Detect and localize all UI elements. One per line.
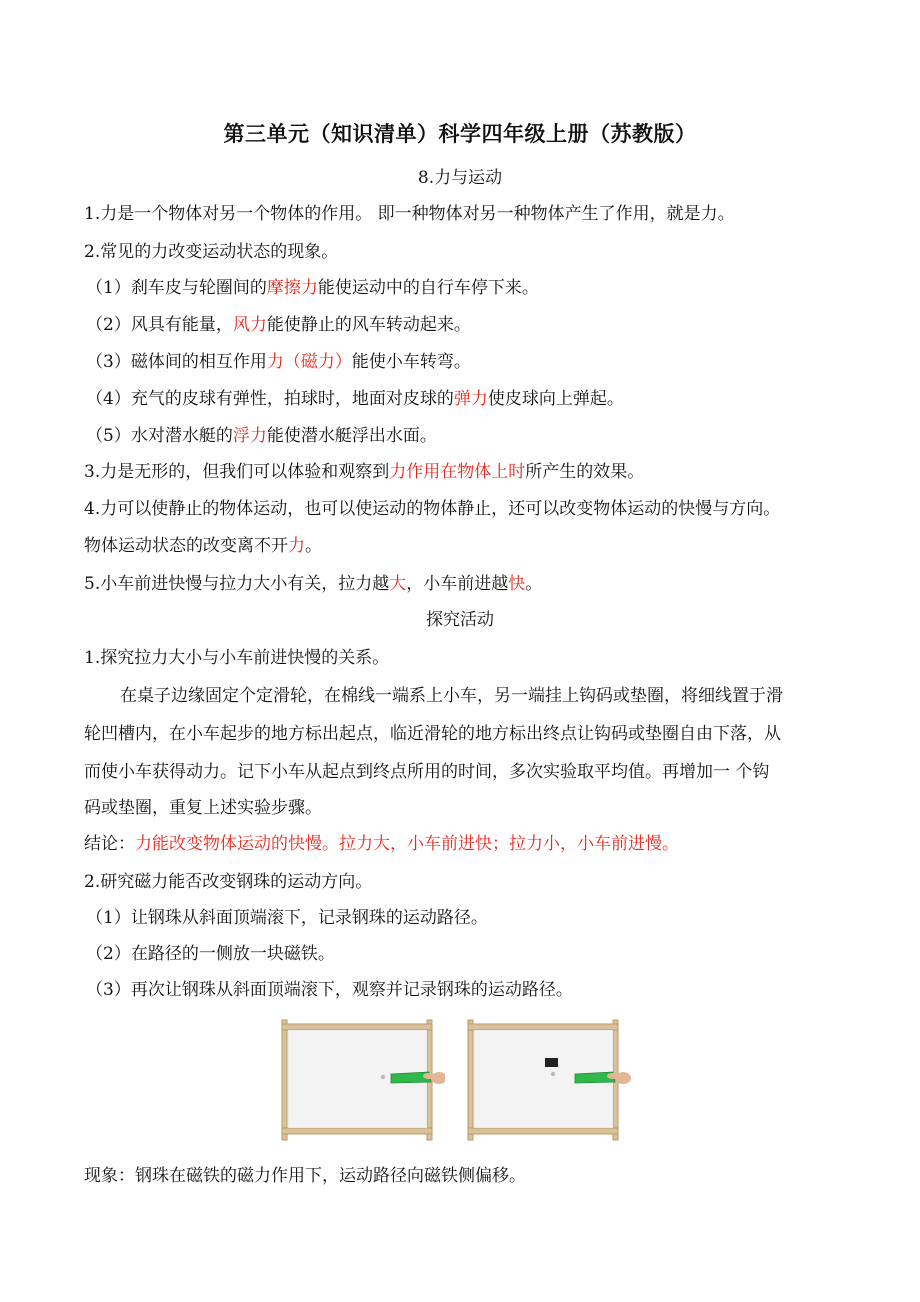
point-5-text: 5.小车前进快慢与拉力大小有关，拉力越 [84, 574, 390, 594]
example-3-text: （3）磁体间的相互作用 [86, 352, 267, 372]
experiment-2-step-2: （2）在路径的一侧放一块磁铁。 [86, 944, 335, 964]
example-1-rest: 能使运动中的自行车停下来。 [317, 278, 539, 298]
example-4-text: （4）充气的皮球有弹性，拍球时，地面对皮球的 [86, 389, 454, 409]
example-3 [86, 350, 846, 374]
experiment-1-line-1: 在桌子边缘固定个定滑轮，在棉线一端系上小车，另一端挂上钩码或垫圈，将细线置于滑 [120, 686, 783, 706]
experiment-1-line-2: 轮凹槽内，在小车起步的地方标出起点，临近滑轮的地方标出终点让钩码或垫圈自由下落，从 [84, 724, 781, 744]
experiment-2-title: 2.研究磁力能否改变钢珠的运动方向。 [84, 872, 373, 892]
point-2: 2.常见的力改变运动状态的现象。 [84, 242, 339, 262]
point-4-highlight: 力 [288, 536, 305, 556]
point-5-highlight-1: 大 [389, 574, 407, 594]
example-2-rest: 能使静止的风车转动起来。 [266, 315, 471, 335]
point-5-highlight-2: 快 [508, 574, 526, 594]
point-3-highlight: 力作用在物体上时 [389, 462, 526, 482]
point-1: 1.力是一个物体对另一个物体的作用。 即一种物体对另一种物体产生了作用，就是力。 [84, 204, 735, 224]
point-5-mid: ，小车前进越 [406, 574, 509, 594]
section-heading-activities: 探究活动 [426, 610, 494, 630]
example-2-text: （2）风具有能量， [86, 315, 233, 335]
point-3-rest: 所产生的效果。 [525, 462, 645, 482]
photo-without-magnet [279, 1018, 445, 1142]
example-5 [86, 424, 846, 448]
point-4-line-2 [84, 534, 844, 558]
example-2 [86, 313, 846, 337]
conclusion-text: 力能改变物体运动的快慢。拉力大，小车前进快；拉力小，小车前进慢。 [135, 834, 679, 854]
example-3-rest: 能使小车转弯。 [351, 352, 471, 372]
example-5-highlight: 浮力 [232, 426, 267, 446]
phenomenon: 现象：钢珠在磁铁的磁力作用下，运动路径向磁铁侧偏移。 [84, 1166, 526, 1186]
point-5 [84, 572, 844, 596]
experiment-photos [279, 1018, 643, 1142]
conclusion-label: 结论： [84, 834, 135, 854]
experiment-1-line-4: 码或垫圈，重复上述实验步骤。 [84, 798, 322, 818]
section-heading-force-motion: 8.力与运动 [417, 168, 503, 188]
point-5-end: 。 [525, 574, 543, 594]
point-4-text: 物体运动状态的改变离不开 [84, 536, 288, 556]
example-5-text: （5）水对潜水艇的 [86, 426, 233, 446]
conclusion [84, 832, 844, 856]
experiment-1-line-3: 而使小车获得动力。记下小车从起点到终点所用的时间，多次实验取平均值。再增加一 个钩 [84, 762, 770, 782]
example-1-text: （1）刹车皮与轮圈间的 [86, 278, 267, 298]
example-5-rest: 能使潜水艇浮出水面。 [266, 426, 437, 446]
experiment-1-title: 1.探究拉力大小与小车前进快慢的关系。 [84, 648, 390, 668]
example-4-rest: 使皮球向上弹起。 [487, 389, 624, 409]
point-4-end: 。 [305, 536, 322, 556]
experiment-2-step-3: （3）再次让钢珠从斜面顶端滚下，观察并记录钢珠的运动路径。 [86, 980, 573, 1000]
example-1-highlight: 摩擦力 [266, 278, 318, 298]
point-4-line-1: 4.力可以使静止的物体运动，也可以使运动的物体静止，还可以改变物体运动的快慢与方向。 [84, 499, 781, 519]
example-2-highlight: 风力 [232, 315, 267, 335]
example-4 [86, 387, 846, 411]
page-title: 第三单元（知识清单）科学四年级上册（苏教版） [223, 122, 697, 146]
point-3 [84, 460, 844, 484]
point-3-text: 3.力是无形的，但我们可以体验和观察到 [84, 462, 390, 482]
experiment-2-step-1: （1）让钢珠从斜面顶端滚下，记录钢珠的运动路径。 [86, 908, 488, 928]
photo-with-magnet [465, 1018, 631, 1142]
example-4-highlight: 弹力 [453, 389, 488, 409]
example-1 [86, 276, 846, 300]
example-3-highlight: 力（磁力） [266, 352, 352, 372]
